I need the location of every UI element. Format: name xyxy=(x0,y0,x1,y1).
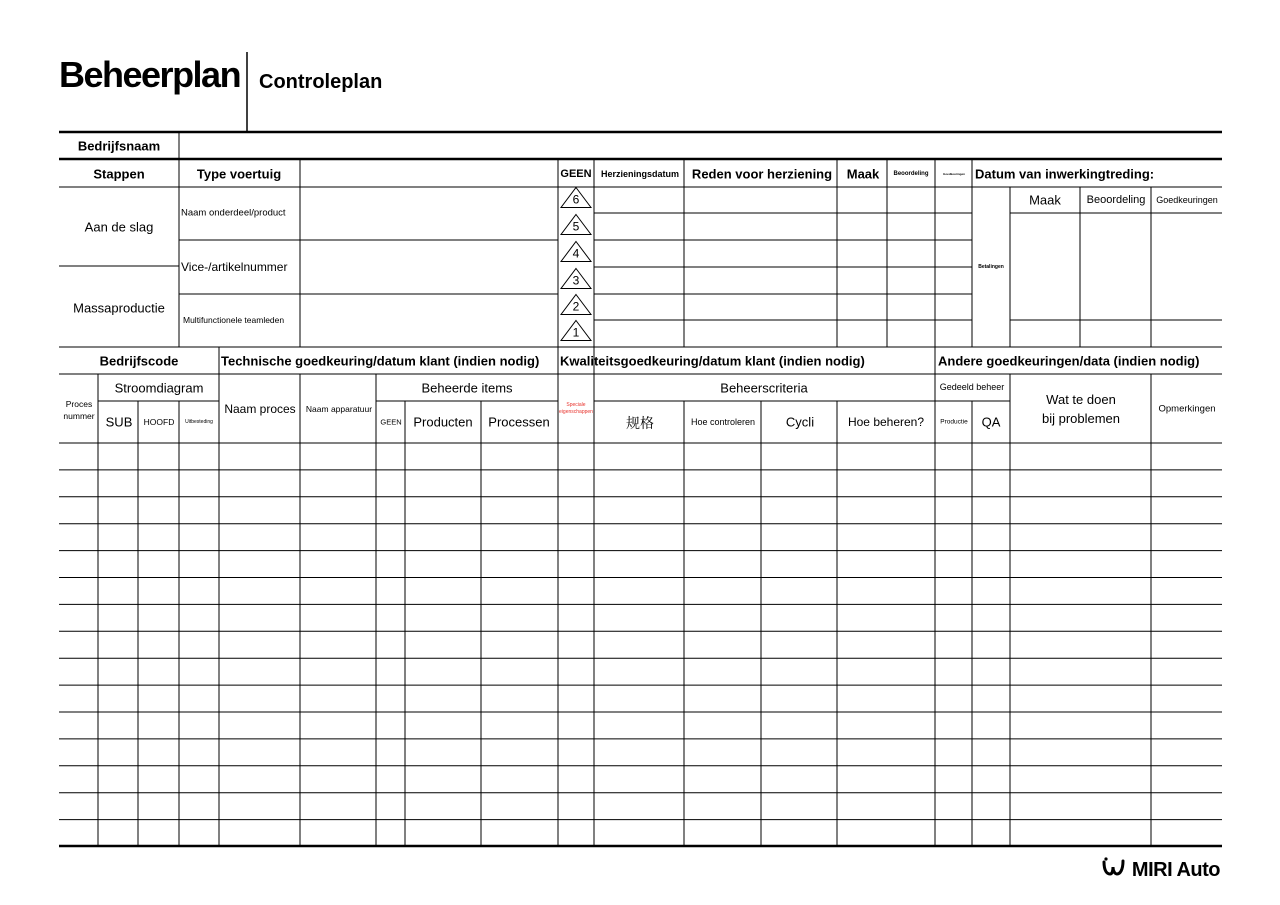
goedkeuringen-header: Goedkeuringen xyxy=(942,172,966,176)
table-row[interactable] xyxy=(59,551,1222,578)
beheerde-items-header: Beheerde items xyxy=(421,380,513,396)
bedrijfscode-header: Bedrijfscode xyxy=(99,353,179,369)
spec-header: 规格 xyxy=(626,416,654,432)
table-row[interactable] xyxy=(59,604,1222,631)
qa-header: QA xyxy=(981,414,1001,430)
table-row[interactable] xyxy=(59,631,1222,658)
reden-herziening-header: Reden voor herziening xyxy=(691,166,833,182)
table-row[interactable] xyxy=(59,578,1222,605)
revision-triangle xyxy=(560,187,592,214)
table-row[interactable] xyxy=(59,524,1222,551)
naam-onderdeel-label: Naam onderdeel/product xyxy=(181,207,286,219)
revision-number: 2 xyxy=(572,299,580,313)
sub-header: SUB xyxy=(105,414,133,430)
revision-triangle xyxy=(560,267,592,294)
herzieningsdatum-header: Herzieningsdatum xyxy=(600,169,680,179)
producten-header: Producten xyxy=(413,414,473,430)
speciale-eigenschappen-header: Speciale eigenschappen xyxy=(559,402,593,415)
table-row[interactable] xyxy=(59,470,1222,497)
table-row[interactable] xyxy=(59,712,1222,739)
stroomdiagram-header: Stroomdiagram xyxy=(114,380,204,396)
type-voertuig-header: Type voertuig xyxy=(196,166,282,182)
type-voertuig-field[interactable] xyxy=(301,162,557,186)
miri-logo-icon xyxy=(1102,857,1126,883)
hoofd-header: HOOFD xyxy=(143,417,175,427)
hoe-beheren-header: Hoe beheren? xyxy=(847,415,925,429)
artikelnummer-label: Vice-/artikelnummer xyxy=(181,260,288,274)
kwaliteitsgoedkeuring-header: Kwaliteitsgoedkeuring/datum klant (indien nodig) xyxy=(560,353,865,369)
andere-goedkeuringen-header: Andere goedkeuringen/data (indien nodig) xyxy=(938,353,1200,369)
geen-header: GEEN xyxy=(560,168,592,180)
table-row[interactable] xyxy=(59,443,1222,470)
table-row[interactable] xyxy=(59,820,1222,847)
revision-triangle xyxy=(560,320,592,347)
maak-header: Maak xyxy=(846,166,880,182)
brand-logo xyxy=(1102,857,1220,883)
table-row[interactable] xyxy=(59,739,1222,766)
company-name-label: Bedrijfsnaam xyxy=(77,138,161,154)
teamleden-label: Multifunctionele teamleden xyxy=(183,315,285,325)
sign-beoordeling-label: Beoordeling xyxy=(1086,194,1146,206)
datum-inwerking-header: Datum van inwerkingtreding: xyxy=(975,166,1155,182)
processen-header: Processen xyxy=(488,414,550,430)
revision-triangle xyxy=(560,213,592,240)
stap-aan-de-slag: Aan de slag xyxy=(84,219,154,235)
page-title: Beheerplan xyxy=(59,54,241,95)
revision-number: 3 xyxy=(572,273,580,287)
wat-te-doen-header: Wat te doen bij problemen xyxy=(1041,392,1121,426)
revision-triangle xyxy=(560,293,592,320)
revision-number: 6 xyxy=(572,192,580,207)
table-row[interactable] xyxy=(59,766,1222,793)
sign-goedkeuringen-label: Goedkeuringen xyxy=(1156,195,1218,205)
technische-goedkeuring-header: Technische goedkeuring/datum klant (indien nodig) xyxy=(221,353,540,369)
betalingen-label: Betalingen xyxy=(978,264,1004,270)
uitbesteding-header: Uitbesteding xyxy=(185,419,213,425)
naam-apparatuur-header: Naam apparatuur xyxy=(305,404,373,414)
revision-triangle xyxy=(560,240,592,267)
items-geen-header: GEEN xyxy=(380,417,402,427)
beoordeling-header: Beoordeling xyxy=(893,171,929,177)
stappen-header: Stappen xyxy=(93,166,145,182)
gedeeld-beheer-header: Gedeeld beheer xyxy=(939,382,1005,392)
table-row[interactable] xyxy=(59,685,1222,712)
revision-number: 1 xyxy=(572,325,580,340)
cycli-header: Cycli xyxy=(785,414,815,430)
productie-header: Productie xyxy=(940,418,968,426)
stap-massaproductie: Massaproductie xyxy=(73,300,165,316)
naam-proces-header: Naam proces xyxy=(224,402,296,416)
opmerkingen-header: Opmerkingen xyxy=(1158,403,1216,415)
revision-number: 5 xyxy=(572,219,580,233)
page-subtitle: Controleplan xyxy=(259,71,383,93)
revision-number: 4 xyxy=(572,246,580,260)
table-row[interactable] xyxy=(59,658,1222,685)
sign-maak-label: Maak xyxy=(1029,192,1061,208)
brand-name: MIRI Auto xyxy=(1131,858,1220,881)
proces-nummer-header: Proces nummer xyxy=(63,399,95,421)
beheerscriteria-header: Beheerscriteria xyxy=(720,380,808,396)
company-name-field[interactable] xyxy=(180,134,1222,158)
table-row[interactable] xyxy=(59,793,1222,820)
table-row[interactable] xyxy=(59,497,1222,524)
hoe-controleren-header: Hoe controleren xyxy=(690,417,756,427)
